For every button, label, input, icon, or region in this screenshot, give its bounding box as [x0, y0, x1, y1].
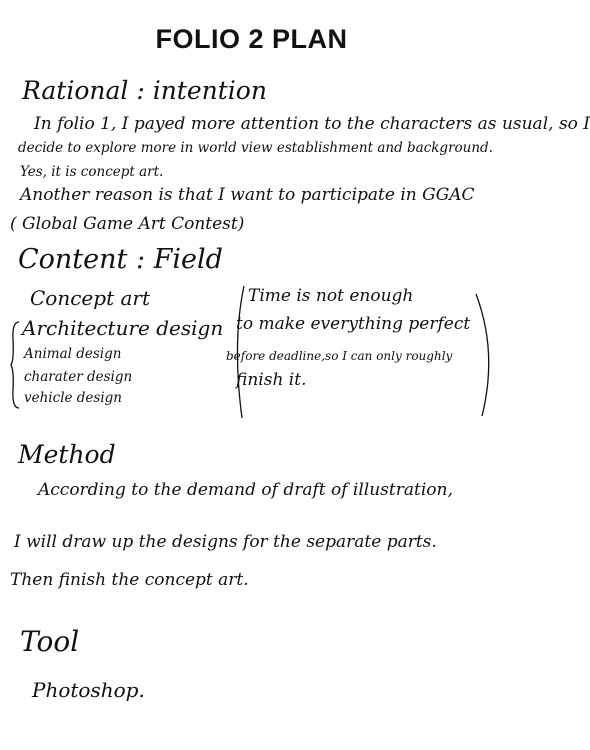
content-item: Architecture design — [22, 316, 224, 340]
content-item: charater design — [24, 369, 133, 385]
tool-value: Photoshop. — [32, 678, 145, 702]
tool-heading: Tool — [20, 625, 80, 658]
method-line: According to the demand of draft of illustration, — [38, 480, 453, 500]
content-heading: Content : Field — [18, 244, 223, 275]
rational-line: Another reason is that I want to participate in GGAC — [20, 185, 475, 205]
note-line: to make everything perfect — [236, 314, 471, 334]
method-line: Then finish the concept art. — [10, 570, 249, 590]
method-heading: Method — [18, 440, 116, 469]
content-item: vehicle design — [24, 390, 123, 406]
rational-line: Yes, it is concept art. — [20, 164, 164, 180]
page-title: FOLIO 2 PLAN — [155, 24, 348, 54]
rational-heading: Rational : intention — [22, 76, 267, 105]
note-line: before deadline,so I can only roughly — [226, 349, 453, 363]
note-line: finish it. — [236, 370, 307, 390]
note-line: Time is not enough — [248, 286, 414, 306]
content-item: Animal design — [24, 346, 122, 362]
left-brace — [10, 320, 20, 410]
rational-line: decide to explore more in world view establishment and background. — [18, 140, 493, 156]
rational-line: ( Global Game Art Contest) — [10, 214, 245, 234]
rational-line: In folio 1, I payed more attention to the characters as usual, so I — [34, 114, 590, 134]
concept-art-label: Concept art — [30, 286, 150, 310]
method-line: I will draw up the designs for the separate parts. — [14, 532, 437, 552]
